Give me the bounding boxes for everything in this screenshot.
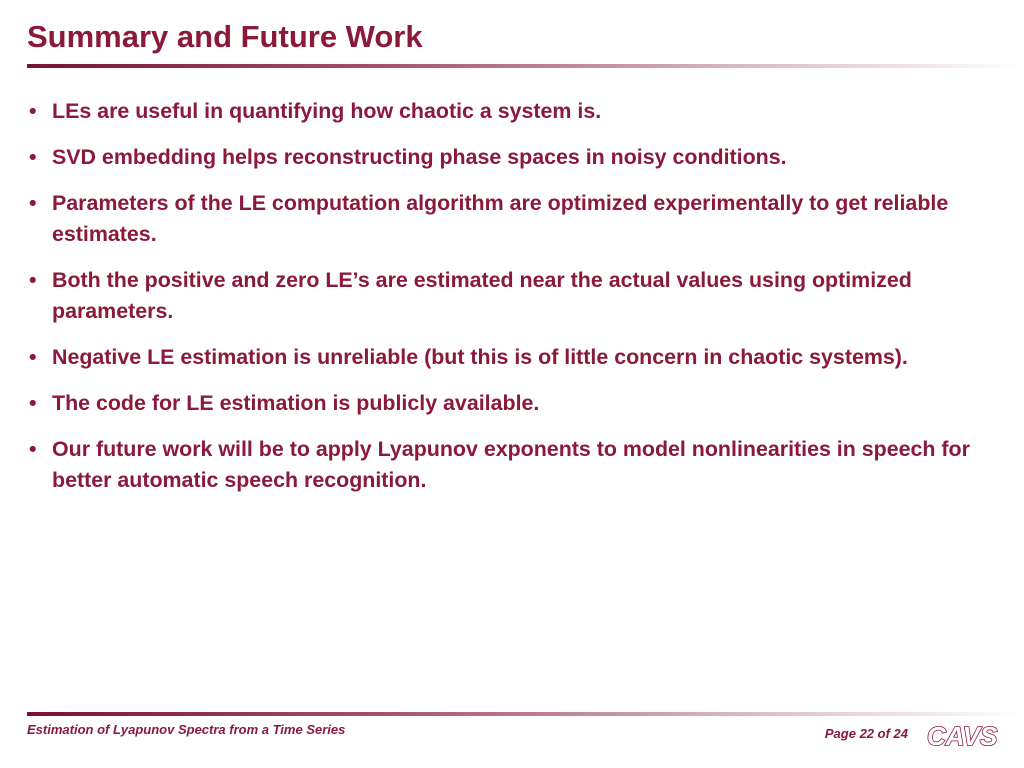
bullet-text: The code for LE estimation is publicly available. xyxy=(52,391,540,415)
footer-presentation-title: Estimation of Lyapunov Spectra from a Time Series xyxy=(27,722,346,737)
bullet-item xyxy=(29,342,999,373)
bullet-marker: • xyxy=(29,391,37,415)
bullet-item xyxy=(29,434,999,496)
bullet-marker: • xyxy=(29,145,37,169)
bullet-text: Parameters of the LE computation algorithm are optimized experimentally to get reliable estimates. xyxy=(52,191,949,246)
bullet-text: SVD embedding helps reconstructing phase spaces in noisy conditions. xyxy=(52,145,787,169)
cavs-logo xyxy=(925,720,1001,750)
bullet-text: Both the positive and zero LE’s are estimated near the actual values using optimized parameters. xyxy=(52,268,912,323)
bullet-item xyxy=(29,142,999,173)
bullet-item xyxy=(29,388,999,419)
bullet-item xyxy=(29,188,999,250)
footer-divider xyxy=(27,712,1024,716)
bullet-marker: • xyxy=(29,99,37,123)
bullet-list xyxy=(29,96,999,511)
bullet-text: Our future work will be to apply Lyapunov exponents to model nonlinearities in speech for better automatic speech recognition. xyxy=(52,437,970,492)
bullet-marker: • xyxy=(29,437,37,461)
bullet-item xyxy=(29,96,999,127)
page-number: Page 22 of 24 xyxy=(824,726,908,741)
bullet-text: Negative LE estimation is unreliable (but this is of little concern in chaotic systems). xyxy=(52,345,908,369)
slide-title: Summary and Future Work xyxy=(27,19,423,54)
bullet-marker: • xyxy=(29,191,37,215)
logo-text: CAVS xyxy=(927,721,998,750)
bullet-marker: • xyxy=(29,268,37,292)
bullet-text: LEs are useful in quantifying how chaotic a system is. xyxy=(52,99,602,123)
bullet-item xyxy=(29,265,999,327)
bullet-marker: • xyxy=(29,345,37,369)
title-divider xyxy=(27,64,1024,68)
